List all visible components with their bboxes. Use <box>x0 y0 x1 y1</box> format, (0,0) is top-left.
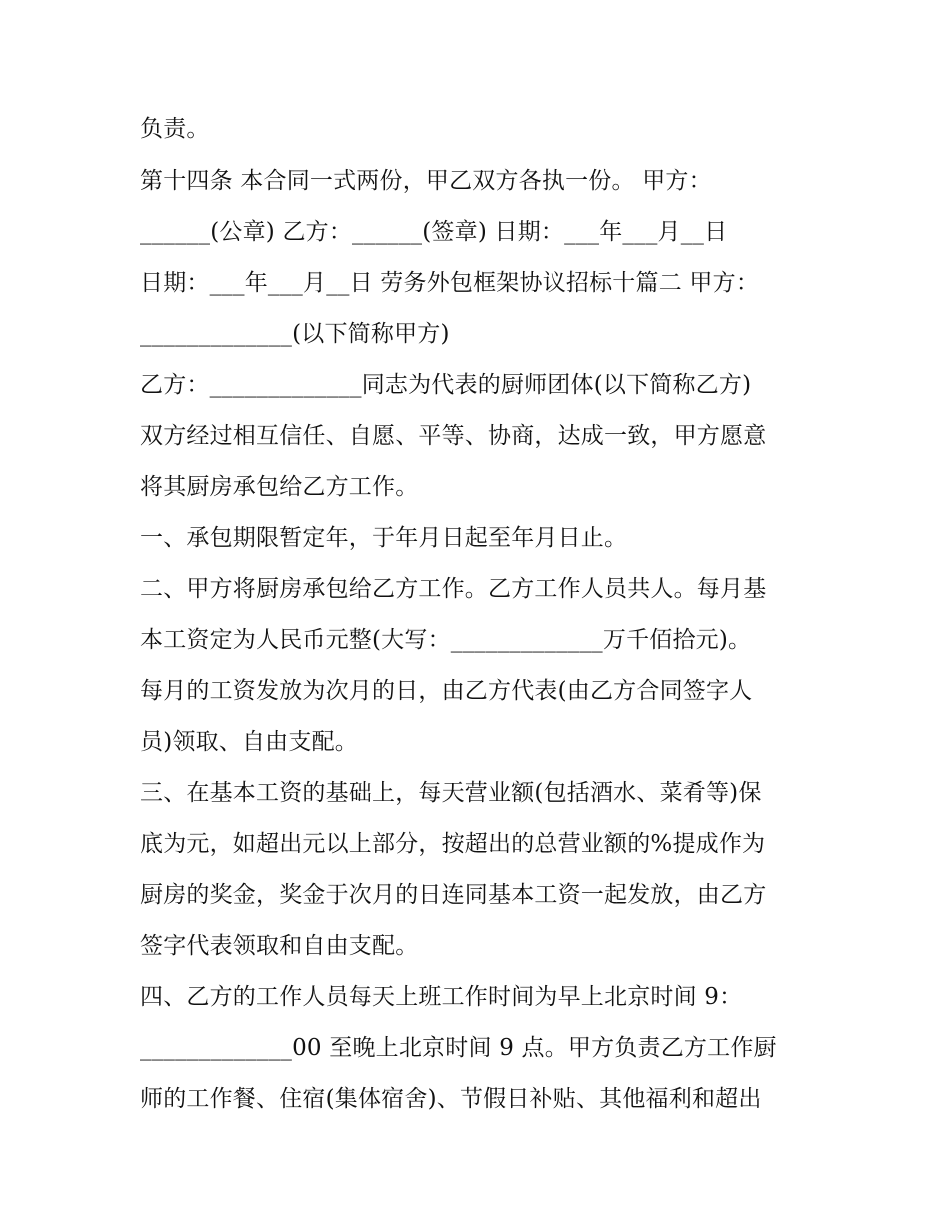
text-line: 四、乙方的工作人员每天上班工作时间为早上北京时间 9： <box>140 984 743 1010</box>
text-line: 将其厨房承包给乙方工作。 <box>140 474 419 500</box>
text-line: 一、承包期限暂定年，于年月日起至年月日止。 <box>140 525 628 551</box>
text-line: 员)领取、自由支配。 <box>140 729 358 755</box>
text-line: ______(公章) 乙方：______(签章) 日期：___年___月__日 <box>140 219 728 245</box>
text-line: 日期：___年___月__日 劳务外包框架协议招标十篇二 甲方： <box>140 270 760 296</box>
text-line: 二、甲方将厨房承包给乙方工作。乙方工作人员共人。每月基 <box>140 576 767 602</box>
text-line: 乙方：_____________同志为代表的厨师团体(以下简称乙方) <box>140 372 752 398</box>
text-line: 双方经过相互信任、自愿、平等、协商，达成一致，甲方愿意 <box>140 423 767 449</box>
text-line: 本工资定为人民币元整(大写：_____________万千佰拾元)。 <box>140 627 752 653</box>
text-line: 底为元，如超出元以上部分，按超出的总营业额的%提成作为 <box>140 831 766 857</box>
text-line: 师的工作餐、住宿(集体宿舍)、节假日补贴、其他福利和超出 <box>140 1086 762 1112</box>
text-line: 负责。 <box>140 116 210 142</box>
text-line: _____________00 至晚上北京时间 9 点。甲方负责乙方工作厨 <box>140 1035 777 1061</box>
text-line: 签字代表领取和自由支配。 <box>140 933 419 959</box>
text-line: 三、在基本工资的基础上，每天营业额(包括酒水、菜肴等)保 <box>140 780 762 806</box>
text-line: _____________(以下简称甲方) <box>140 321 450 347</box>
text-line: 厨房的奖金，奖金于次月的日连同基本工资一起发放，由乙方 <box>140 882 767 908</box>
text-line: 第十四条 本合同一式两份，甲乙双方各执一份。 甲方： <box>140 168 712 194</box>
text-line: 每月的工资发放为次月的日，由乙方代表(由乙方合同签字人 <box>140 678 753 704</box>
